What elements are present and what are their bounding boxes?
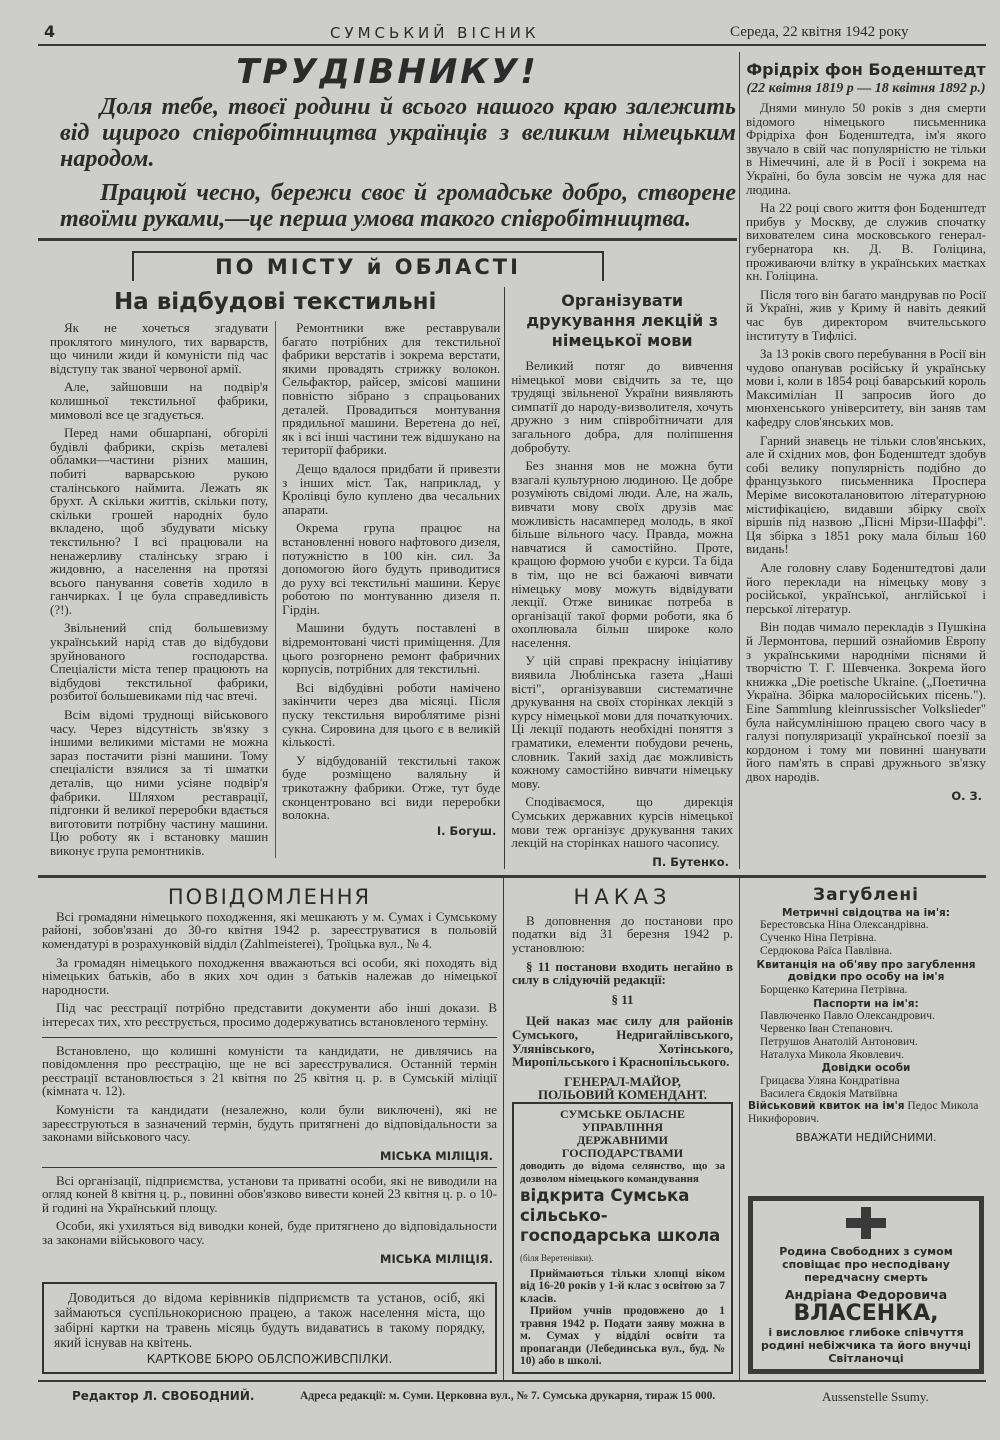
slogan-paragraph: Доля тебе, твоєї родини й всього нашого краю залежить від щирого співробітництва українців з великим німецьким народом. [60, 94, 736, 172]
paragraph: У відбудованій текстильні також буде розміщено валяльну й трикотажну фабрики. Отже, тут буде сконцентровано всі види переробки волокна. [282, 752, 501, 823]
lost-name: Петрушов Анатолій Антонович. [760, 1035, 918, 1048]
issue-date: Середа, 22 квітня 1942 року [730, 24, 909, 40]
obituary-box [748, 1196, 984, 1374]
order-signature-1: ГЕНЕРАЛ-МАЙОР, [564, 1073, 681, 1089]
school-p1: Приймаються тільки хлопці віком від 16-20 років у 1-й клас з освітою за 7 класів. [520, 1267, 725, 1305]
order-column [504, 878, 740, 1380]
paragraph: Особи, які ухиляться від виводки коней, буде притягнено до відповідальности за законами військового часу. [42, 1218, 497, 1248]
lost-list [748, 906, 984, 1151]
bodenstedt-article [740, 52, 986, 869]
school-org-2: ДЕРЖАВНИМИ ГОСПОДАРСТВАМИ [561, 1132, 684, 1160]
order-title: НАКАЗ [573, 884, 672, 909]
articles-row [38, 287, 737, 869]
bodenstedt-dates: (22 квітня 1819 р — 18 квітня 1892 р.) [746, 81, 986, 96]
lost-closing: ВВАЖАТИ НЕДІЙСНИМИ. [795, 1130, 937, 1144]
obituary-line-2: і висловлює глибоке співчуття родині небіжчика та його внучці Світланочці [761, 1325, 971, 1365]
military-ticket-name: Педос Микола Никифорович. [748, 1100, 979, 1126]
school-intro: доводить до відома селянство, що за дозволом німецького командування [520, 1159, 725, 1185]
cross-icon [846, 1207, 886, 1239]
paragraph: Всім відомі труднощі військового часу. Через відсутність зв'язку з іншими великими містами не можна зараз постачити різні машини. Тому спеціалісти взялися за ті шматки деталів, що ними усіяне подвір'я фабрики. Шляхом реставрації, підгонки й великої переробки вдається виготовити потрібну частину машини. Цю роботу як і встановку машин виконує група ремонтників. [50, 707, 269, 858]
page-footer [38, 1382, 986, 1412]
lessons-signature: П. Бутенко. [652, 854, 729, 869]
footer-editor: Редактор Л. СВОБОДНИЙ. [72, 1388, 255, 1403]
lost-name: Наталуха Микола Яковлевич. [760, 1048, 905, 1061]
obituary-name-2: ВЛАСЕНКА, [793, 1300, 939, 1326]
lost-name: Сученко Ніна Петрівна. [760, 932, 877, 945]
lost-name: Василега Євдокія Матвіївна [760, 1087, 898, 1100]
slogan-rule [38, 238, 737, 241]
lost-name: Павлюченко Павло Олександрович. [760, 1010, 935, 1023]
school-ad-box [512, 1102, 733, 1374]
paragraph: Перед нами обшарпані, обгорілі будівлі фабрики, скрізь металеві обламки—частини різних машин, побиті варварською рукою сталінського наймита. Лежать як брухт. А скільки життів, скільки поту, скільки грошей народніх було вкладено, щоб збудувати міську текстильню? І всі працювали на ненажерливу сталінську зграю і жидовню, а населення на протязі всього панування советів ходило в ганчирках. І це була справедливість (?!). [50, 425, 269, 617]
military-ticket-label: Військовий квиток на ім'я [748, 1100, 905, 1113]
paragraph: Гарний знавець не тільки слов'янських, але й східних мов, фон Боденштедт здобув собі велику популярність подібно до французького письменника Проспера Меріме високоталановитою літературною містифікацією, видавши збірку своїх віршів під назвою „Пісні Мірзи-Шаффі". Ця збірка з 1851 року мала більш 160 видань! [746, 432, 986, 557]
school-p2: Прийом учнів продовжено до 1 травня 1942 р. Подати заяву можна в м. Сумах у відділі освіти та пропаганди (Лебединська вул., буд. № 10) або в школі. [520, 1305, 725, 1368]
textile-headline: На відбудові текстильні [113, 289, 437, 315]
paragraph: Без знання мов не можна бути взагалі культурною людиною. Це добре розуміють свідомі люди. Але, на жаль, вивчати мову своїх друзів має можливість насамперед молодь, в якої більше вільного часу. Правда, можна навчатися й самостійно. Проте, кращою формою учоби є курси. Та біда в тім, що не всі бажаючі вивчати німецьку мову можуть відвідувати лекції. Отже виникає потреба в організації такої форми роботи, яка б охоплювала більш широке коло населення. [511, 458, 733, 650]
school-org-1: СУМСЬКЕ ОБЛАСНЕ УПРАВЛІННЯ [560, 1106, 685, 1134]
paragraph: Днями минуло 50 років з дня смерти відомого німецького письменника Фрідріха фон Боденштедта, ім'я якого звучало в свій час популярністю не тільки в Німеччині, але й в Росії і зокрема на Україні, бо була зовсім не чужа для нас людина. [746, 100, 986, 197]
top-left-area [38, 52, 740, 869]
lost-group-heading: Паспорти на ім'я: [813, 997, 919, 1010]
lost-group-heading: Довідки особи [821, 1062, 911, 1075]
paragraph: Але головну славу Боденштедтові дали його переклади на німецьку мову з російської, української, англійської і перської літератур. [746, 560, 986, 616]
notices-block-2 [42, 1044, 497, 1149]
order-section-mark: § 11 [611, 991, 634, 1007]
paragraph: Звільнений спід большевизму український нарід став до відбудови зруйнованого господарства. Спеціалісти міста тепер працюють на відбудові текстильної фабрики, розбитої большевиками під час втечі. [50, 620, 269, 704]
bodenstedt-article-body [746, 101, 986, 784]
paragraph: Машини будуть поставлені в відремонтовані чисті приміщення. Для цього розгорнено ремонт фабричних корпусів, потрібних для текстильні. [282, 620, 501, 677]
school-headline-2: господарська школа [520, 1225, 721, 1245]
paragraph: Встановлено, що колишні комуністи та кандидати, не дивлячись на повідомлення про реєстрацію, ще не всі зареєструвалися. Останній термін реєстрації встановлюється з 21 квітня по 25 квітня ц. р. в Сумській міліції (кімната ч. 12). [42, 1042, 497, 1099]
lost-name: Берестовська Ніна Олександрівна. [760, 919, 929, 932]
slogan-paragraph: Працюй чесно, бережи своє й громадське добро, створене твоїми руками,—це перша умова такого співробітництва. [60, 180, 736, 232]
paragraph: Після того він багато мандрував по Росії й Україні, жив у Криму й навіть деякий час був директором вчительського інституту в Тифлісі. [746, 286, 986, 343]
lost-group-heading: Квитанція на об'яву про загублення довідки про особу на ім'я [756, 958, 976, 984]
bottom-section [38, 878, 986, 1382]
lessons-article [505, 287, 737, 869]
obituary-name-1: Андріана Федоровича [784, 1286, 948, 1302]
paragraph: Всі громадяни німецького походження, які мешкають у м. Сумах і Сумському районі, зобов'язані до 30-го квітня 1942 р. зареєструватися в польовій комендатурі в розрахунковій відділ (Zahlmeisterei), Троїцька вул., № 4. [42, 908, 497, 951]
section-banner [132, 251, 604, 281]
order-intro: В доповнення до постанови про податки від 31 березня 1942 р. установлюю: [512, 912, 733, 955]
notices-block-3-signature: МІСЬКА МІЛІЦІЯ. [380, 1251, 493, 1266]
paragraph: Великий потяг до вивчення німецької мови свідчить за те, що трудящі звільненої України виявляють симпатії до народу-визволителя, хочуть дружно з ним співробітничати для загального добра, для поліпшення добробуту. [511, 358, 733, 455]
lost-name: Сердюкова Раїса Павлівна. [760, 944, 893, 957]
paragraph: Всі відбудівні роботи намічено закінчити через два місяці. Після пуску текстильня вироблятиме різні сукна. Сировина для цього є в великій кількості. [282, 679, 501, 750]
notices-title: ПОВІДОМЛЕННЯ [167, 884, 372, 909]
order-clause: § 11 постанови входить негайно в силу в слідуючій редакції: [512, 958, 733, 988]
paragraph: Дещо вдалося придбати й привезти з інших міст. Так, наприклад, у Кролівці було куплено два чесальних апарати. [282, 460, 501, 517]
paragraph: За громадян німецького походження вважаються всі особи, які походять від німецьких батьків, або в яких хоч один з батьків належав до німецької народности. [42, 954, 497, 997]
top-section [38, 52, 986, 878]
lost-name: Борщенко Катерина Петрівна. [760, 984, 908, 996]
paragraph: Але, зайшовши на подвір'я колишньої текстильної фабрики, мимоволі все це згадується. [50, 379, 269, 422]
footer-address: Адреса редакції: м. Суми. Церковна вул., № 7. Сумська друкарня, тираж 15 000. [300, 1389, 716, 1402]
school-headline-1: відкрита Сумська сільсько- [520, 1185, 690, 1225]
paragraph: Всі організації, підприємства, установи та приватні особи, які не виводили на огляд коней 8 квітня ц. р., повинні обов'язково вивести коней 23 квітня ц. р. о 10-й годині на Український площу. [42, 1172, 497, 1215]
notices-column [38, 878, 504, 1380]
paragraph: За 13 років свого перебування в Росії він чудово опанував російську й українську мови і, коли в 1854 році баварський король Максиміліан II запросив його до мюнхенського університету, він заняв там кафедру слов'янських мов. [746, 346, 986, 430]
textile-article-body [50, 321, 500, 858]
textile-article [38, 287, 505, 869]
paragraph: Ремонтники вже реставрували багато потрібних для текстильної фабрики верстатів і зокрема верстати, якими провадять стрижку волокон. Сельфактор, райсер, змісові машини повністю зібрано з спрацьованих деталей. Провадиться монтування прядильної машини. Веретена до неї, як і всі інші частини теж відшукано на території фабрики. [282, 320, 501, 458]
paragraph: Як не хочеться згадувати проклятого минулого, тих варварств, що чинили жиди й комуністи під час відступу так званої червоної армії. [50, 320, 269, 376]
notices-block-1 [42, 910, 497, 1034]
notices-block-3 [42, 1174, 497, 1252]
paragraph: Комуністи та кандидати (незалежно, коли були виключені), які не зареєструються в зазначений термін, будуть притягнені до відповідальности за законами військового часу. [42, 1101, 497, 1145]
paragraph: Сподіваємося, що дирекція Сумських державних курсів німецької мови теж організує друкування таких лекцій на сторінках нашого часопису. [511, 794, 733, 851]
slogan-title: ТРУДІВНИКУ! [236, 52, 539, 92]
section-banner-title: ПО МІСТУ й ОБЛАСТІ [215, 255, 521, 279]
page-header [38, 0, 986, 46]
bodenstedt-signature: О. З. [951, 788, 982, 803]
slogan-body [60, 94, 736, 232]
notices-divider [42, 1037, 497, 1038]
lost-military-ticket [748, 1100, 984, 1125]
paragraph: Окрема група працює на встановленні нового нафтового дизеля, потужністю в 100 кін. сил. За допомогою його будуть приводитися до руху всі текстильні машини. Керує роботою по монтуванню дизеля п. Гірдін. [282, 520, 501, 617]
lessons-headline: Організувати друкування лекцій з німецької мови [526, 291, 719, 350]
school-location: (біля Веретенівки). [520, 1252, 594, 1263]
ration-card-signature: КАРТКОВЕ БЮРО ОБЛСПОЖИВСПІЛКИ. [146, 1351, 393, 1366]
lost-name: Грицаєва Уляна Кондратівна [760, 1074, 900, 1087]
order-signature-2: ПОЛЬОВИЙ КОМЕНДАНТ. [537, 1087, 708, 1103]
page-number: 4 [44, 22, 56, 41]
lessons-article-body [511, 359, 733, 850]
notices-divider [42, 1167, 497, 1168]
order-body [512, 914, 733, 1102]
textile-signature: І. Богуш. [436, 823, 497, 838]
ration-card-box [42, 1282, 497, 1374]
obituary-line-1: Родина Свободних з сумом сповіщає про несподівану передчасну смерть [779, 1244, 953, 1284]
masthead: СУМСЬКИЙ ВІСНИК [330, 24, 540, 42]
paragraph: Він подав чимало перекладів з Пушкіна й Лермонтова, перший ознайомив Европу з українськими народніми піснями й творчістю Т. Г. Шевченка. Зокрема його книжка „Die poetische Ukraine. („Поетична Україна. Збірка малоросійських пісень."). Eine Sammlung kleinrussischer Volkslieder" була найсумлінішою працею свого часу в галузі популяризації української поезії за кордоном і тому ми повинні шанувати його пам'ять в справі дружнього зв'язку двох народів. [746, 619, 986, 784]
order-text: Цей наказ має силу для районів Сумського, Недригайлівського, Улянівського, Хотінського, Миропільського і Краснопільського. [512, 1013, 733, 1070]
bodenstedt-headline: Фрідріх фон Боденштедт [746, 60, 986, 79]
footer-office: Aussenstelle Ssumy. [822, 1388, 929, 1404]
lost-title: Загублені [813, 884, 919, 905]
lost-column [740, 878, 986, 1380]
school-headline-row [520, 1226, 725, 1268]
textile-paragraphs [50, 321, 500, 858]
lost-group-heading: Метричні свідоцтва на ім'я: [782, 906, 950, 919]
notices-block-2-signature: МІСЬКА МІЛІЦІЯ. [380, 1148, 493, 1163]
paragraph: Під час реєстрації потрібно представити документи або інші докази. В інтересах тих, хто реєструється, просимо додержуватись встановленого терміну. [42, 1000, 497, 1029]
paragraph: У цій справі прекрасну ініціативу виявила Люблінська газета „Наші вісті", організувавши систематичне друкування на своїх сторінках лекцій з курсу німецької мови для початкуючих. Ці лекції подають необхідні поняття з граматики, елементи побудови речень, словник. Такий захід дає можливість кожному самостійно вивчати німецьку мову. [511, 653, 733, 791]
ration-card-text: Доводиться до відома керівників підприємств та установ, осіб, які займаються суспільнокорисною працею, а також населення міста, що забірні картки на травень місяць будуть видаватись в такому порядку, який існував на квітень. [54, 1289, 485, 1350]
paragraph: На 22 році свого життя фон Боденштедт прибув у Москву, де служив спочатку вихователем сина московського генерал-губернатора кн. Д. В. Голіцина, проживаючи влітку в українських маєтках кн. Голіцина. [746, 200, 986, 284]
lost-name: Червенко Іван Степанович. [760, 1023, 893, 1036]
